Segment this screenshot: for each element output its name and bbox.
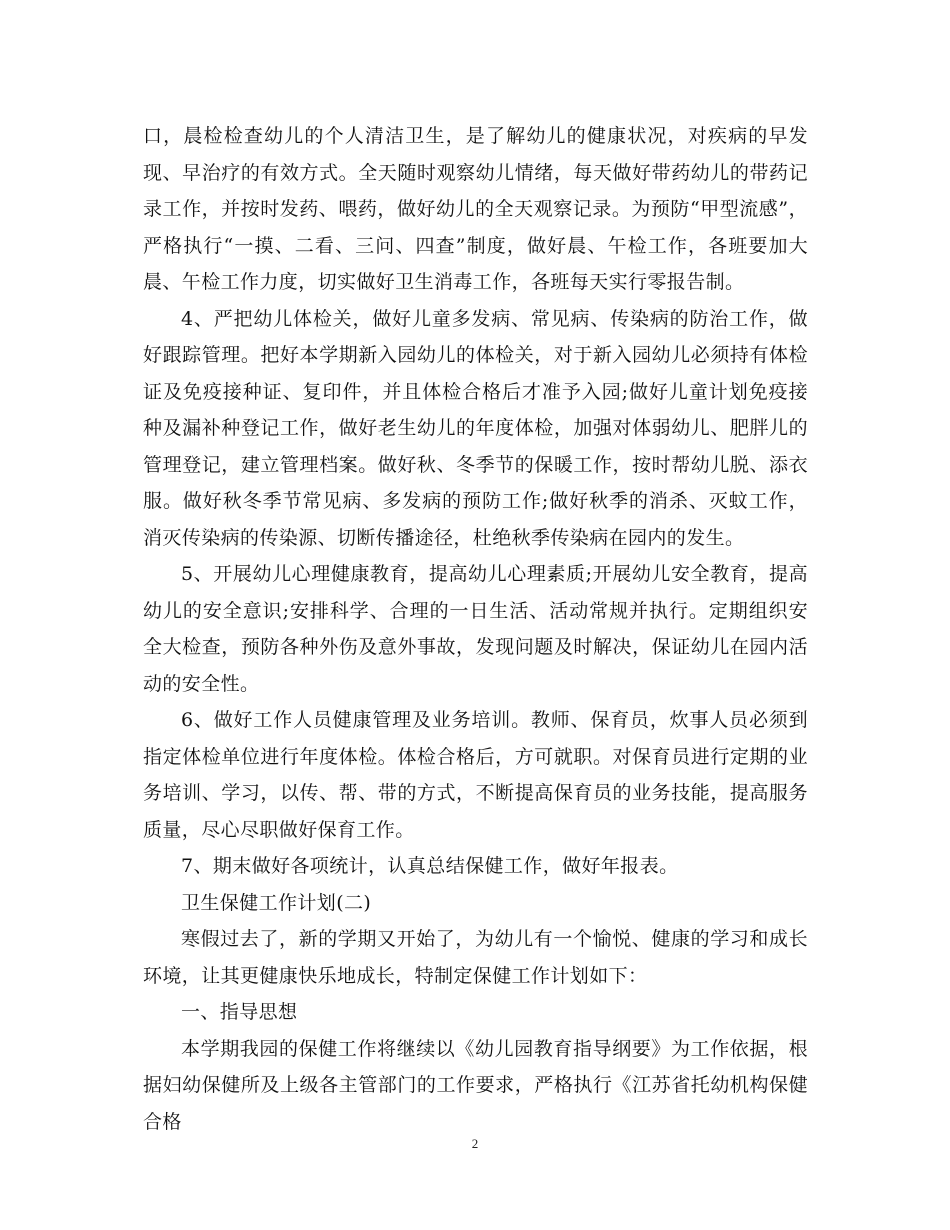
paragraph-morning-check: 口，晨检检查幼儿的个人清洁卫生，是了解幼儿的健康状况，对疾病的早发现、早治疗的有效方式。全天随时观察幼儿情绪，每天做好带药幼儿的带药记录工作，并按时发药、喂药，做好幼儿的全天观察记录。为预防“甲型流感”，严格执行“一摸、二看、三问、四查”制度，做好晨、午检工作，各班要加大晨、午检工作力度，切实做好卫生消毒工作，各班每天实行零报告制。 [143, 125, 808, 293]
paragraph-item-6-staff-training: 6、做好工作人员健康管理及业务培训。教师、保育员，炊事人员必须到指定体检单位进行年度体检。体检合格后，方可就职。对保育员进行定期的业务培训、学习，以传、帮、带的方式，不断提高保育员的业务技能，提高服务质量，尽心尽职做好保育工作。 [143, 709, 808, 841]
section-heading-plan-two: 卫生保健工作计划(二) [181, 891, 372, 914]
paragraph-item-5-mental-health: 5、开展幼儿心理健康教育，提高幼儿心理素质;开展幼儿安全教育，提高幼儿的安全意识;安排科学、合理的一日生活、活动常规并执行。定期组织安全大检查，预防各种外伤及意外事故，发现问题及时解决，保证幼儿在园内活动的安全性。 [143, 563, 808, 695]
document-body [143, 118, 808, 1140]
page-number: 2 [471, 1136, 479, 1151]
paragraph-guiding-ideology: 本学期我园的保健工作将继续以《幼儿园教育指导纲要》为工作依据，根据妇幼保健所及上级各主管部门的工作要求，严格执行《江苏省托幼机构保健合格 [143, 1037, 808, 1133]
paragraph-item-7-statistics: 7、期末做好各项统计，认真总结保健工作，做好年报表。 [181, 855, 679, 877]
paragraph-intro: 寒假过去了，新的学期又开始了，为幼儿有一个愉悦、健康的学习和成长环境，让其更健康快乐地成长，特制定保健工作计划如下： [143, 928, 808, 987]
section-heading-guiding-ideology: 一、指导思想 [181, 1001, 298, 1023]
paragraph-item-4-physical-exam: 4、严把幼儿体检关，做好儿童多发病、常见病、传染病的防治工作，做好跟踪管理。把好本学期新入园幼儿的体检关，对于新入园幼儿必须持有体检证及免疫接种证、复印件，并且体检合格后才准予入园;做好儿童计划免疫接种及漏补种登记工作，做好老生幼儿的年度体检，加强对体弱幼儿、肥胖儿的管理登记，建立管理档案。做好秋、冬季节的保暖工作，按时帮幼儿脱、添衣服。做好秋冬季节常见病、多发病的预防工作;做好秋季的消杀、灭蚊工作，消灭传染病的传染源、切断传播途径，杜绝秋季传染病在园内的发生。 [143, 307, 808, 549]
